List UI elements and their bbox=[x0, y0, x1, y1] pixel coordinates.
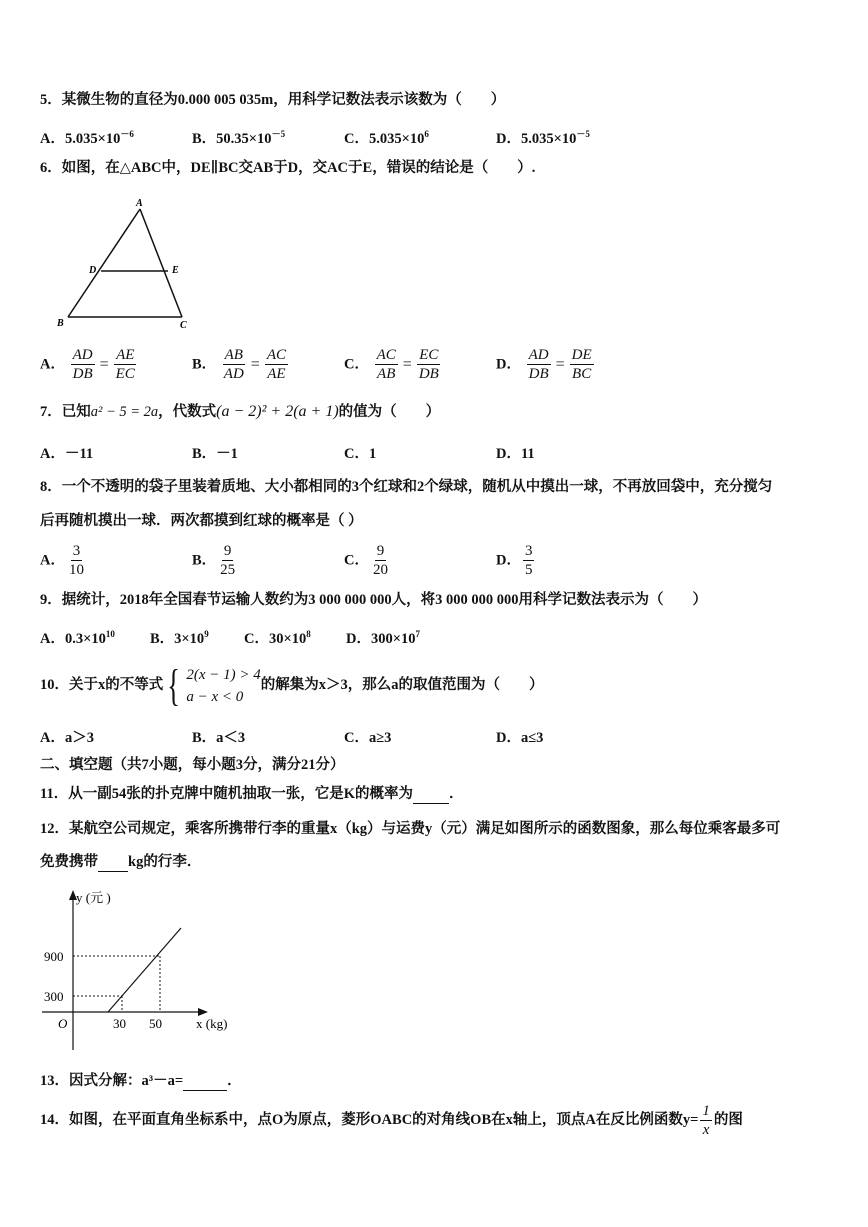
q11-answer-blank[interactable] bbox=[413, 803, 449, 804]
q9-option-a[interactable]: A．$0.3\times 10^{10}$ bbox=[40, 629, 115, 647]
graph-x-axis-label: x (kg) bbox=[196, 1016, 228, 1031]
q7-stem: 7．已知a² − 5 = 2a，代数式(a − 2)² + 2(a + 1)的值为（ ） bbox=[40, 403, 441, 420]
q5-stem: 5．某微生物的直径为0.000 005 035m，用科学记数法表示该数为（ ） bbox=[40, 92, 506, 108]
q6-triangle-figure bbox=[52, 195, 202, 335]
vertex-e-label: E bbox=[172, 265, 179, 276]
q5-option-c[interactable]: C．$5.035\times 10^6$ bbox=[344, 129, 429, 147]
q10-option-a[interactable]: A．a＞3 bbox=[40, 730, 94, 746]
q6-option-d[interactable]: D． $\frac{AD}{DB}$ = $\frac{DE}{BC}$ bbox=[496, 347, 592, 382]
q13-answer-blank[interactable] bbox=[183, 1090, 227, 1091]
q7-option-c[interactable]: C．1 bbox=[344, 446, 377, 462]
q9-option-d[interactable]: D．$300\times 10^7$ bbox=[346, 629, 420, 647]
q14-stem: 14．如图，在平面直角坐标系中，点O为原点，菱形OABC的对角线OB在x轴上，顶点A在反比例函数y= $\frac{1}{x}$ 的图 bbox=[40, 1103, 743, 1139]
vertex-a-label: A bbox=[136, 198, 143, 209]
q8-option-a[interactable]: A． $\frac{3}{10}$ bbox=[40, 543, 84, 578]
q12-stem-line2: 免费携带 kg的行李． bbox=[40, 854, 202, 870]
q10-option-b[interactable]: B．a＜3 bbox=[192, 730, 246, 746]
graph-y-axis-label: y (元 ) bbox=[76, 890, 111, 905]
q6-option-c[interactable]: C． $\frac{AC}{AB}$ = $\frac{EC}{DB}$ bbox=[344, 347, 439, 382]
graph-x-tick-50: 50 bbox=[149, 1016, 162, 1031]
graph-origin-label: O bbox=[58, 1016, 68, 1031]
q10-option-c[interactable]: C．a≥3 bbox=[344, 730, 392, 746]
q12-answer-blank[interactable] bbox=[98, 871, 128, 872]
vertex-b-label: B bbox=[57, 318, 64, 329]
q5-option-b[interactable]: B．$50.35\times 10^{-5}$ bbox=[192, 129, 286, 147]
q9-option-b[interactable]: B．$3\times 10^9$ bbox=[150, 629, 209, 647]
q11-stem: 11．从一副54张的扑克牌中随机抽取一张，它是K的概率为 ． bbox=[40, 786, 464, 802]
q8-stem-line2: 后再随机摸出一球．两次都摸到红球的概率是（ ） bbox=[40, 513, 363, 529]
graph-x-tick-30: 30 bbox=[113, 1016, 126, 1031]
q6-stem: 6．如图，在△ABC中，DE∥BC交AB于D，交AC于E，错误的结论是（ ）. bbox=[40, 160, 536, 176]
q5-option-a[interactable]: A．$5.035\times 10^{-6}$ bbox=[40, 129, 134, 147]
graph-y-tick-900: 900 bbox=[44, 949, 64, 964]
q5-option-d[interactable]: D．$5.035\times 10^{-5}$ bbox=[496, 129, 590, 147]
q10-option-d[interactable]: D．a≤3 bbox=[496, 730, 544, 746]
vertex-d-label: D bbox=[89, 265, 97, 276]
q6-option-a[interactable]: A． $\frac{AD}{DB}$ = $\frac{AE}{EC}$ bbox=[40, 347, 135, 382]
section-2-heading: 二、填空题（共7小题，每小题3分，满分21分） bbox=[40, 757, 345, 773]
q8-option-c[interactable]: C． $\frac{9}{20}$ bbox=[344, 543, 388, 578]
q12-function-graph bbox=[38, 884, 238, 1054]
q8-stem-line1: 8．一个不透明的袋子里装着质地、大小都相同的3个红球和2个绿球，随机从中摸出一球，不再放回袋中，充分搅匀 bbox=[40, 479, 773, 495]
q8-option-d[interactable]: D． $\frac{3}{5}$ bbox=[496, 543, 533, 578]
q10-stem: 10．关于x的不等式 { 2(x − 1) > 4 a − x < 0 的解集为x＞3，那么a的取值范围为（ ） bbox=[40, 660, 544, 710]
q8-option-b[interactable]: B． $\frac{9}{25}$ bbox=[192, 543, 236, 578]
vertex-c-label: C bbox=[180, 320, 187, 331]
q12-stem-line1: 12．某航空公司规定，乘客所携带行李的重量x（kg）与运费y（元）满足如图所示的函数图象，那么每位乘客最多可 bbox=[40, 821, 781, 837]
q9-option-c[interactable]: C．$30\times 10^8$ bbox=[244, 629, 311, 647]
graph-y-tick-300: 300 bbox=[44, 989, 64, 1004]
q6-option-b[interactable]: B． $\frac{AB}{AD}$ = $\frac{AC}{AE}$ bbox=[192, 347, 286, 382]
q7-option-a[interactable]: A．－11 bbox=[40, 446, 94, 462]
q7-option-d[interactable]: D．11 bbox=[496, 446, 535, 462]
q9-stem: 9．据统计，2018年全国春节运输人数约为3 000 000 000人，将3 000 000 000用科学记数法表示为（ ） bbox=[40, 592, 707, 608]
q7-option-b[interactable]: B．－1 bbox=[192, 446, 238, 462]
q13-stem: 13．因式分解：a³－a= ． bbox=[40, 1073, 242, 1089]
